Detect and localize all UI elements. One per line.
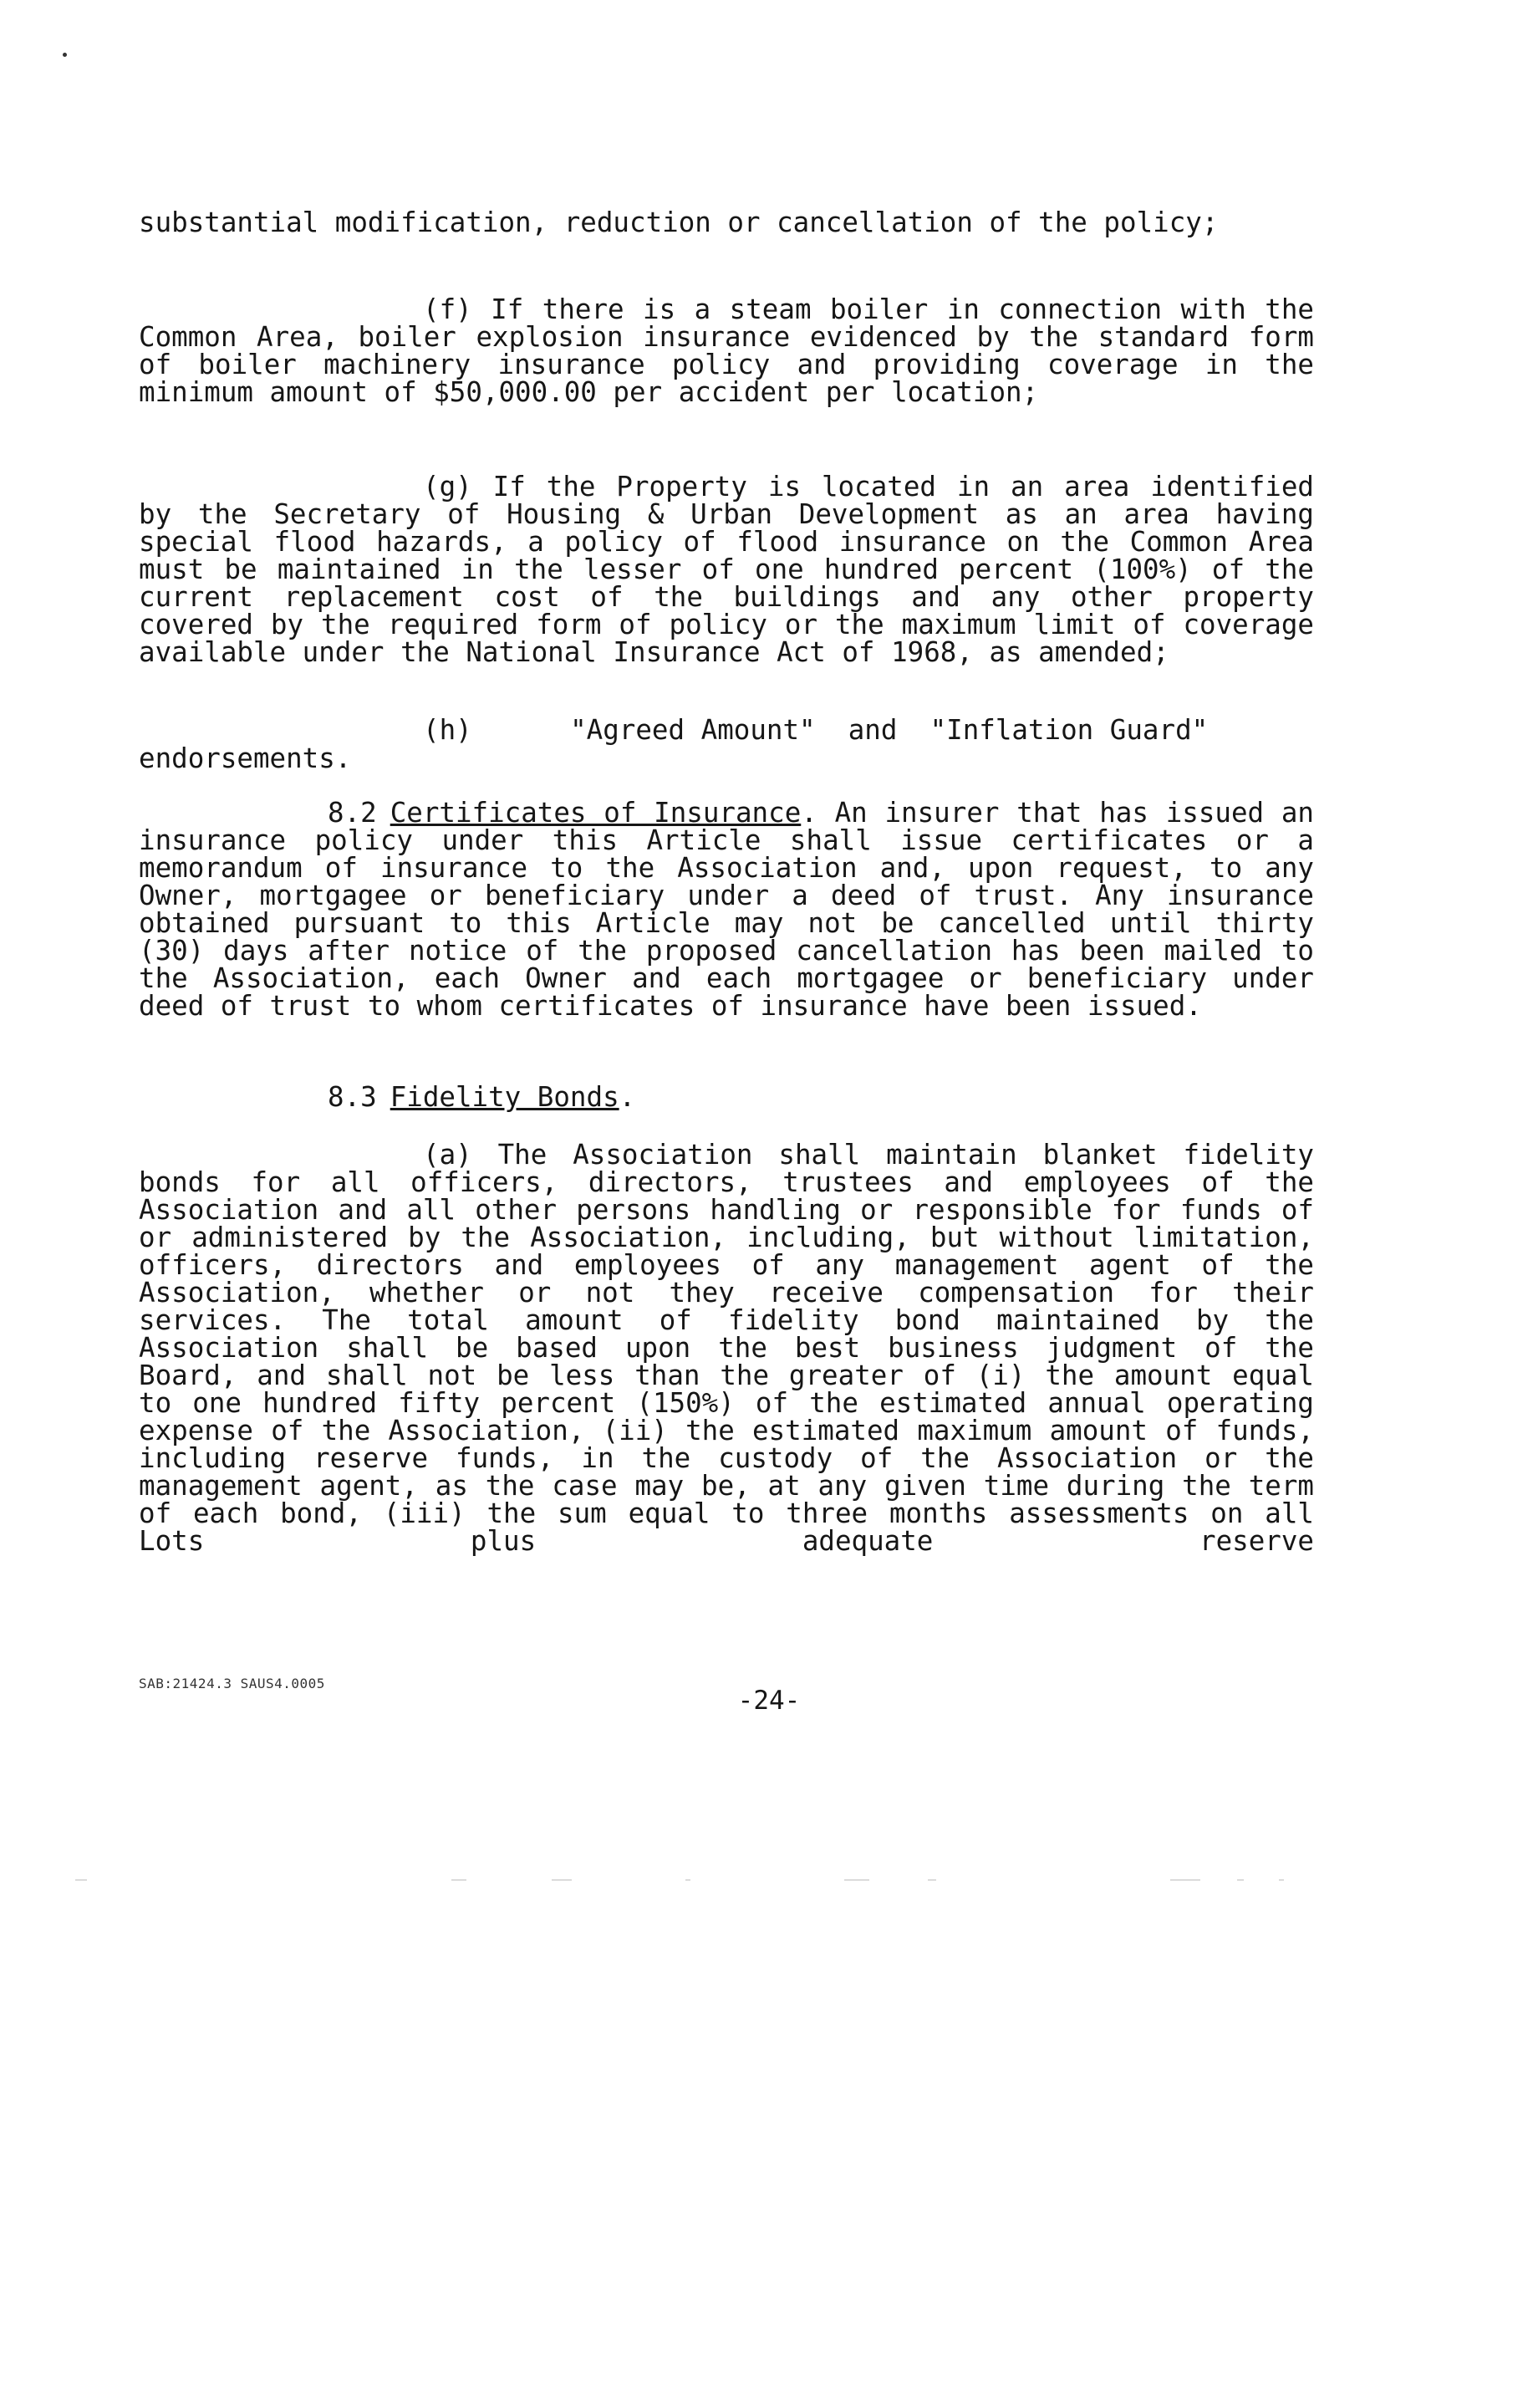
section-8-3-heading-line: [328, 1081, 636, 1113]
section-8-3-heading: Fidelity Bonds: [390, 1081, 619, 1113]
item-h-line: (h) "Agreed Amount" and "Inflation Guard": [423, 714, 1209, 746]
section-8-2-text: . An insurer that has issued an insurance policy under this Article shall issue certificates or a memorandum of insurance to the Association and, upon request, to any Owner, mortgagee or beneficiary under a deed of trust. Any insurance obtained pursuant to this Article may not be cancelled until thirty (30) days after notice of the proposed cancellation has been mailed to the Association, each Owner and each mortgagee or beneficiary under deed of trust to whom certificates of insurance have been issued.: [139, 797, 1314, 1022]
section-8-3-heading-suffix: .: [619, 1081, 636, 1113]
document-code: SAB:21424.3 SAUS4.0005: [139, 1676, 325, 1691]
item-g-paragraph: (g) If the Property is located in an area identified by the Secretary of Housing & Urban Development as an area having special flood hazards, a policy of flood insurance on the Common Area must be maintained in the lesser of one hundred percent (100%) of the current replacement cost of the buildings and any other property covered by the required form of policy or the maximum limit of coverage available under the National Insurance Act of 1968, as amended;: [139, 471, 1314, 668]
scan-speck: [63, 53, 67, 57]
item-a-paragraph: (a) The Association shall maintain blanket fidelity bonds for all officers, directors, trustees and employees of the Association and all other persons handling or responsible for funds of or administered by the Association, including, but without limitation, officers, directors and employees of any management agent of the Association, whether or not they receive compensation for their services. The total amount of fidelity bond maintained by the Association shall be based upon the best business judgment of the Board, and shall not be less than the greater of (i) the amount equal to one hundred fifty percent (150%) of the estimated annual operating expense of the Association, (ii) the estimated maximum amount of funds, including reserve funds, in the custody of the Association or the management agent, as the case may be, at any given time during the term of each bond, (iii) the sum equal to three months assessments on all Lots plus adequate reserve: [139, 1139, 1314, 1557]
section-8-2-number: 8.2: [328, 797, 377, 829]
section-8-3-number: 8.3: [328, 1081, 377, 1113]
section-8-2-heading: Certificates of Insurance: [390, 797, 802, 829]
page-number: -24-: [737, 1686, 801, 1716]
item-h-continuation: endorsements.: [139, 742, 352, 774]
section-8-2-paragraph: [139, 799, 1314, 1020]
continuation-paragraph: substantial modification, reduction or cancellation of the policy;: [139, 207, 1219, 238]
item-f-paragraph: (f) If there is a steam boiler in connection with the Common Area, boiler explosion insurance evidenced by the standard form of boiler machinery insurance policy and providing coverage in the minimum amount of $50,000.00 per accident per location;: [139, 293, 1314, 408]
